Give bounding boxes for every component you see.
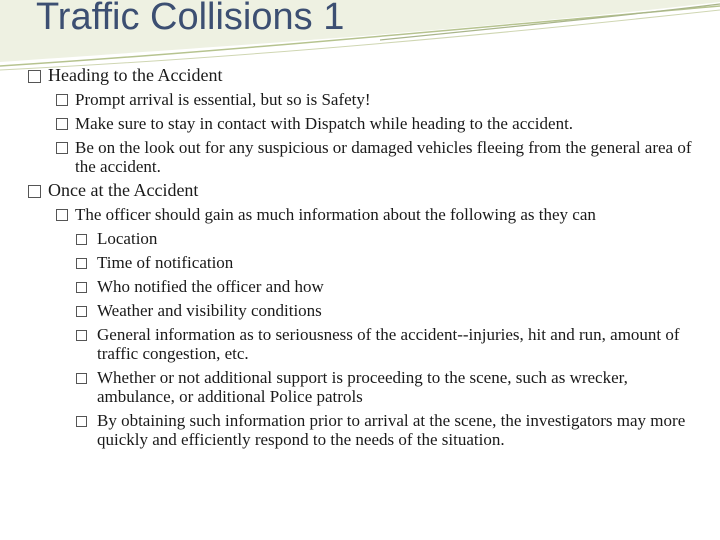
sub-bullet-who-notified (76, 277, 708, 296)
bullet-prompt-arrival (56, 90, 708, 109)
bullet-text: Make sure to stay in contact with Dispatch while heading to the accident. (75, 114, 574, 133)
bullet-text: Time of notification (97, 253, 234, 272)
sub-bullet-location (76, 229, 708, 248)
checkbox-square-icon (56, 209, 68, 221)
checkbox-square-icon (76, 330, 87, 341)
checkbox-square-icon (28, 185, 41, 198)
bullet-text: Be on the look out for any suspicious or damaged vehicles fleeing from the general area of the accident. (75, 138, 692, 176)
sub-bullet-obtaining-information (76, 411, 708, 449)
slide-title: Traffic Collisions 1 (36, 0, 345, 38)
checkbox-square-icon (56, 118, 68, 130)
bullet-text: The officer should gain as much information about the following as they can (75, 205, 596, 224)
checkbox-square-icon (76, 416, 87, 427)
bullet-heading-to-accident (28, 66, 708, 85)
sub-bullet-general-information (76, 325, 708, 363)
slide-content (28, 61, 708, 449)
sub-bullet-weather (76, 301, 708, 320)
bullet-officer-information (56, 205, 708, 224)
bullet-text: By obtaining such information prior to arrival at the scene, the investigators may more quickly and efficiently respond to the needs of the situation. (97, 411, 686, 449)
bullet-text: Prompt arrival is essential, but so is Safety! (75, 90, 371, 109)
bullet-text: Once at the Accident (48, 180, 199, 200)
checkbox-square-icon (56, 142, 68, 154)
checkbox-square-icon (76, 306, 87, 317)
bullet-text: Location (97, 229, 158, 248)
bullet-look-out (56, 138, 708, 176)
bullet-text: General information as to seriousness of the accident--injuries, hit and run, amount of traffic congestion, etc. (97, 325, 680, 363)
checkbox-square-icon (28, 70, 41, 83)
sub-bullet-time-of-notification (76, 253, 708, 272)
sub-bullet-additional-support (76, 368, 708, 406)
bullet-text: Heading to the Accident (48, 65, 223, 85)
checkbox-square-icon (76, 234, 87, 245)
bullet-text: Who notified the officer and how (97, 277, 324, 296)
bullet-once-at-accident (28, 181, 708, 200)
checkbox-square-icon (76, 258, 87, 269)
bullet-text: Weather and visibility conditions (97, 301, 322, 320)
checkbox-square-icon (76, 282, 87, 293)
checkbox-square-icon (56, 94, 68, 106)
bullet-contact-dispatch (56, 114, 708, 133)
bullet-text: Whether or not additional support is proceeding to the scene, such as wrecker, ambulance, or additional Police patrols (97, 368, 628, 406)
checkbox-square-icon (76, 373, 87, 384)
